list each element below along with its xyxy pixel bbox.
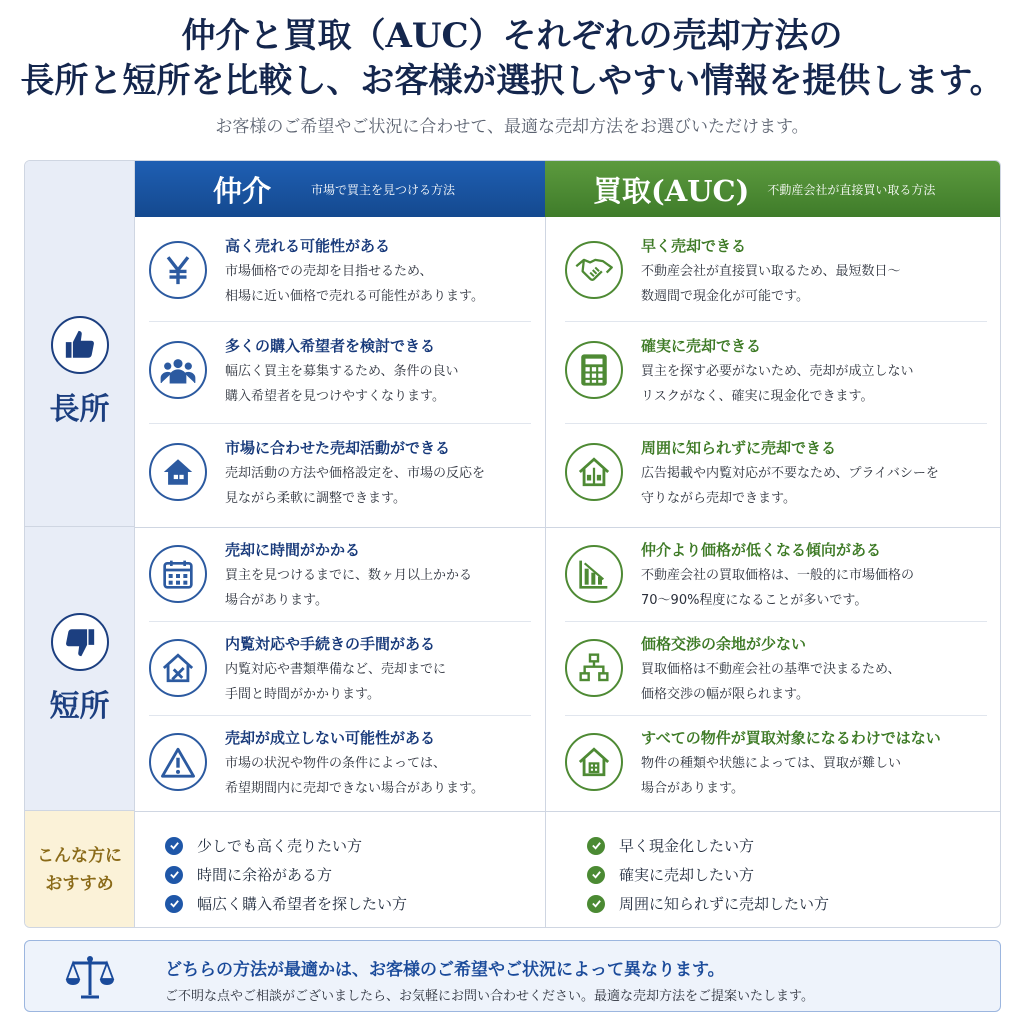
kaitori-demerit-3-title: すべての物件が買取対象になるわけではない (641, 729, 941, 747)
chukai-merit-3-desc: 売却活動の方法や価格設定を、市場の反応を 見ながら柔軟に調整できます。 (225, 466, 486, 506)
check-icon (587, 895, 605, 913)
house-icon (149, 443, 207, 501)
kaitori-recommend-list (587, 831, 829, 918)
kaitori-merit-1-desc: 不動産会社が直接買い取るため、最短数日〜 数週間で現金化が可能です。 (641, 264, 901, 304)
separator (149, 621, 531, 622)
row-label-recommend-line1: こんな方に (37, 846, 122, 866)
footer-note (24, 940, 1001, 1012)
comparison-table (24, 160, 1001, 928)
list-item: 時間に余裕がある方 (165, 860, 407, 889)
separator (565, 621, 987, 622)
chukai-demerit-1-desc: 買主を見つけるまでに、数ヶ月以上かかる 場合があります。 (225, 568, 473, 608)
footer-line1: どちらの方法が最適かは、お客様のご希望やご状況によって異なります。 (165, 960, 725, 980)
kaitori-demerit-2-desc: 買取価格は不動産会社の基準で決まるため、 価格交渉の幅が限られます。 (641, 662, 901, 702)
chukai-demerit-2-desc: 内覧対応や書類準備など、売却までに 手間と時間がかかります。 (225, 662, 447, 702)
table-corner (25, 161, 135, 217)
list-item: 幅広く購入希望者を探したい方 (165, 889, 407, 918)
row-label-demerit (25, 527, 135, 811)
chukai-demerit-2-title: 内覧対応や手続きの手間がある (225, 635, 436, 653)
footer-line2: ご不明な点やご相談がございましたら、お気軽にお問い合わせください。最適な売却方法をご提案いたします。 (165, 989, 814, 1004)
check-icon (165, 895, 183, 913)
row-label-recommend-line2: おすすめ (45, 874, 114, 894)
chukai-merit-2-title: 多くの購入希望者を検討できる (225, 337, 436, 355)
column-header-kaitori (545, 161, 1001, 217)
chukai-merit-1-desc: 市場価格での売却を目指せるため、 相場に近い価格で売れる可能性があります。 (225, 264, 484, 304)
house-tools-icon (149, 639, 207, 697)
separator (565, 715, 987, 716)
calendar-icon (149, 545, 207, 603)
kaitori-merit-2-desc: 買主を探す必要がないため、売却が成立しない リスクがなく、確実に現金化できます。 (641, 364, 914, 404)
thumbs-down-icon (51, 613, 109, 671)
row-divider-demerit (135, 811, 1001, 812)
house-check-icon (565, 733, 623, 791)
headline-line2: 長所と短所を比較し、お客様が選択しやすい情報を提供します。 (20, 61, 1004, 101)
separator (149, 423, 531, 424)
kaitori-merit-3-title: 周囲に知られずに売却できる (641, 439, 837, 457)
chukai-demerit-1-title: 売却に時間がかかる (225, 541, 361, 559)
chukai-demerit-3-desc: 市場の状況や物件の条件によっては、 希望期間内に売却できない場合があります。 (225, 756, 484, 796)
separator (149, 715, 531, 716)
check-icon (165, 837, 183, 855)
column-header-chukai (135, 161, 545, 217)
chukai-demerit-3-title: 売却が成立しない可能性がある (225, 729, 436, 747)
kaitori-merit-2-title: 確実に売却できる (641, 337, 762, 355)
row-label-merit-text: 長所 (49, 391, 110, 427)
column-desc-kaitori: 不動産会社が直接買い取る方法 (767, 182, 936, 197)
kaitori-demerit-1-title: 仲介より価格が低くなる傾向がある (641, 541, 882, 559)
chart-down-icon (565, 545, 623, 603)
list-item: 少しでも高く売りたい方 (165, 831, 407, 860)
headline-line1: 仲介と買取（AUC）それぞれの売却方法の (181, 16, 843, 56)
kaitori-merit-3-desc: 広告掲載や内覧対応が不要なため、プライバシーを 守りながら売却できます。 (641, 466, 939, 506)
chukai-merit-2-desc: 幅広く買主を募集するため、条件の良い 購入希望者を見つけやすくなります。 (225, 364, 459, 404)
yen-icon (149, 241, 207, 299)
chukai-recommend-list (165, 831, 407, 918)
separator (565, 423, 987, 424)
check-icon (587, 866, 605, 884)
scale-icon (65, 953, 115, 1005)
thumbs-up-icon (51, 316, 109, 374)
row-label-recommend (25, 811, 135, 928)
separator (565, 321, 987, 322)
list-item: 早く現金化したい方 (587, 831, 829, 860)
column-title-kaitori: 買取(AUC) (593, 173, 750, 208)
list-item: 確実に売却したい方 (587, 860, 829, 889)
handshake-icon (565, 241, 623, 299)
kaitori-merit-1-title: 早く売却できる (641, 237, 747, 255)
calculator-icon (565, 341, 623, 399)
row-label-merit (25, 217, 135, 527)
kaitori-demerit-1-desc: 不動産会社の買取価格は、一般的に市場価格の 70〜90%程度になることが多いです。 (641, 568, 915, 608)
row-label-demerit-text: 短所 (49, 688, 110, 724)
kaitori-demerit-3-desc: 物件の種類や状態によっては、買取が難しい 場合があります。 (641, 756, 902, 796)
row-divider-merit (135, 527, 1001, 528)
people-icon (149, 341, 207, 399)
column-desc-chukai: 市場で買主を見つける方法 (311, 182, 456, 197)
check-icon (587, 837, 605, 855)
private-house-icon (565, 443, 623, 501)
check-icon (165, 866, 183, 884)
list-item: 周囲に知られずに売却したい方 (587, 889, 829, 918)
subtitle: お客様のご希望やご状況に合わせて、最適な売却方法をお選びいただけます。 (215, 117, 809, 137)
chukai-merit-1-title: 高く売れる可能性がある (225, 237, 391, 255)
hierarchy-icon (565, 639, 623, 697)
separator (149, 321, 531, 322)
chukai-merit-3-title: 市場に合わせた売却活動ができる (225, 439, 451, 457)
kaitori-demerit-2-title: 価格交渉の余地が少ない (641, 635, 807, 653)
column-divider (545, 217, 546, 928)
warning-icon (149, 733, 207, 791)
column-title-chukai: 仲介 (213, 173, 272, 208)
